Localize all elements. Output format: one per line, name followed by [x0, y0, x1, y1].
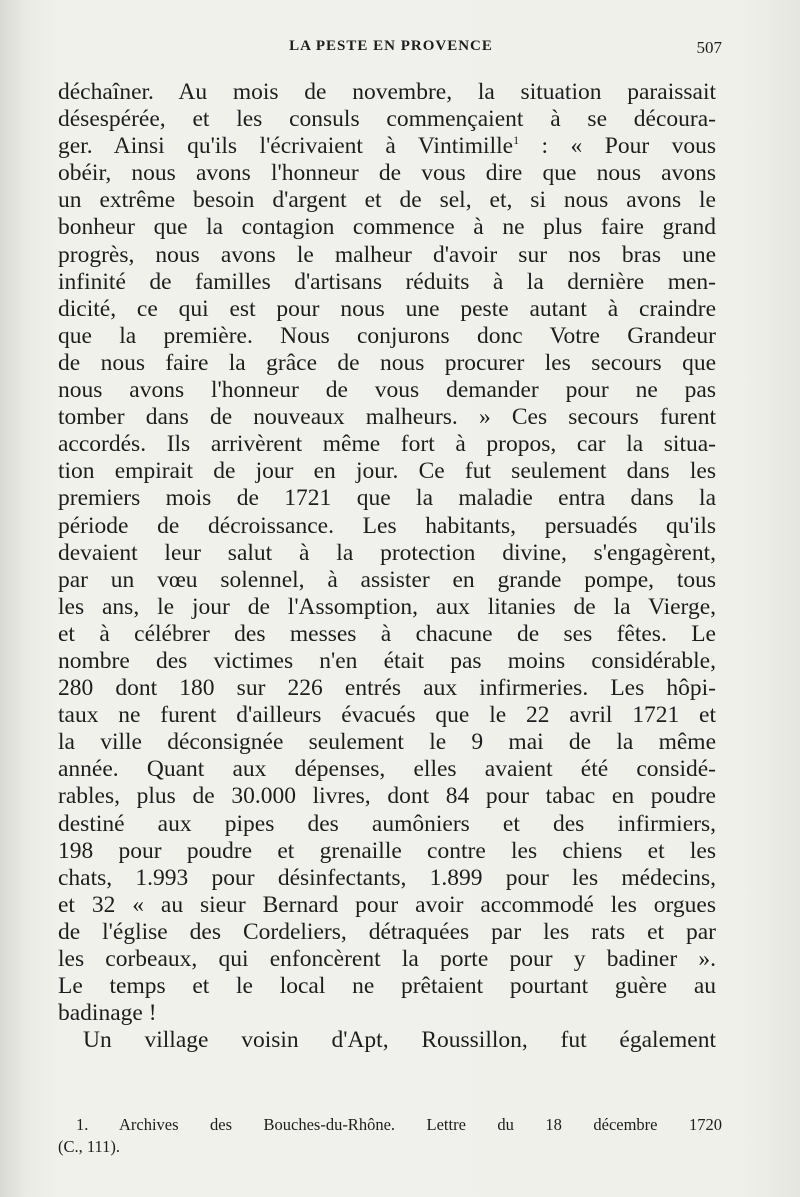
text-line: que la première. Nous conjurons donc Votre Grandeur: [58, 322, 716, 349]
text-line: 280 dont 180 sur 226 entrés aux infirmeries. Les hôpi-: [58, 675, 716, 702]
text-line-end: : « Pour vous: [519, 133, 717, 160]
text-line: obéir, nous avons l'honneur de vous dire que nous avons: [58, 160, 716, 187]
text-line: premiers mois de 1721 que la maladie entra dans la: [58, 485, 716, 512]
text-line: nous avons l'honneur de vous demander pour ne pas: [58, 377, 716, 404]
text-line: les corbeaux, qui enfoncèrent la porte pour y badiner ».: [58, 946, 716, 972]
text-line: taux ne furent d'ailleurs évacués que le 22 avril 1721 et: [58, 702, 716, 729]
text-line-start: ger. Ainsi qu'ils l'écrivaient à Vintimille: [58, 133, 514, 160]
text-line: destiné aux pipes des aumôniers et des infirmiers,: [58, 810, 716, 837]
text-line: et à célébrer des messes à chacune de ses fêtes. Le: [58, 620, 716, 647]
text-line: tomber dans de nouveaux malheurs. » Ces secours furent: [58, 404, 716, 431]
text-line: progrès, nous avons le malheur d'avoir sur nos bras une: [58, 241, 716, 268]
text-line: infinité de familles d'artisans réduits à la dernière men-: [58, 268, 716, 295]
page-number: 507: [696, 38, 722, 57]
footnote-line: 1. Archives des Bouches-du-Rhône. Lettre du 18 décembre 1720: [76, 1115, 722, 1134]
text-line: dicité, ce qui est pour nous une peste autant à craindre: [58, 295, 716, 322]
text-line: bonheur que la contagion commence à ne plus faire grand: [58, 214, 716, 241]
text-line: les ans, le jour de l'Assomption, aux litanies de la Vierge,: [58, 593, 716, 620]
running-head: [60, 38, 722, 62]
footnote-marker: 1: [513, 133, 520, 148]
text-line: tion empirait de jour en jour. Ce fut seulement dans les: [58, 458, 716, 485]
footnote: [58, 1114, 722, 1158]
text-line: et 32 « au sieur Bernard pour avoir accommodé les orgues: [58, 891, 716, 918]
footnote-line: (C., 111).: [58, 1137, 121, 1156]
text-line: désespérée, et les consuls commençaient à se découra-: [58, 106, 716, 133]
text-line: rables, plus de 30.000 livres, dont 84 pour tabac en poudre: [58, 783, 716, 810]
text-line: déchaîner. Au mois de novembre, la situation paraissait: [58, 79, 716, 105]
text-line: chats, 1.993 pour désinfectants, 1.899 pour les médecins,: [58, 864, 716, 891]
text-line: 198 pour poudre et grenaille contre les chiens et les: [58, 837, 716, 864]
text-line: de l'église des Cordeliers, détraquées par les rats et par: [58, 918, 716, 945]
text-line: Le temps et le local ne prêtaient pourtant guère au: [58, 973, 716, 1000]
text-line: Un village voisin d'Apt, Roussillon, fut également: [83, 1027, 716, 1054]
text-line: période de décroissance. Les habitants, persuadés qu'ils: [58, 512, 716, 539]
text-line: accordés. Ils arrivèrent même fort à propos, car la situa-: [58, 431, 716, 458]
text-line: [58, 133, 716, 160]
text-line: un extrême besoin d'argent et de sel, et, si nous avons le: [58, 187, 716, 214]
text-line: la ville déconsignée seulement le 9 mai de la même: [58, 729, 716, 756]
running-title: LA PESTE EN PROVENCE: [289, 38, 493, 54]
text-line: par un vœu solennel, à assister en grande pompe, tous: [58, 566, 716, 593]
body-text: [58, 79, 716, 1054]
text-line: de nous faire la grâce de nous procurer les secours que: [58, 349, 716, 376]
text-line: nombre des victimes n'en était pas moins considérable,: [58, 647, 716, 674]
text-line: badinage !: [58, 1000, 157, 1027]
text-line: devaient leur salut à la protection divine, s'engagèrent,: [58, 539, 716, 566]
text-line: année. Quant aux dépenses, elles avaient été considé-: [58, 756, 716, 783]
